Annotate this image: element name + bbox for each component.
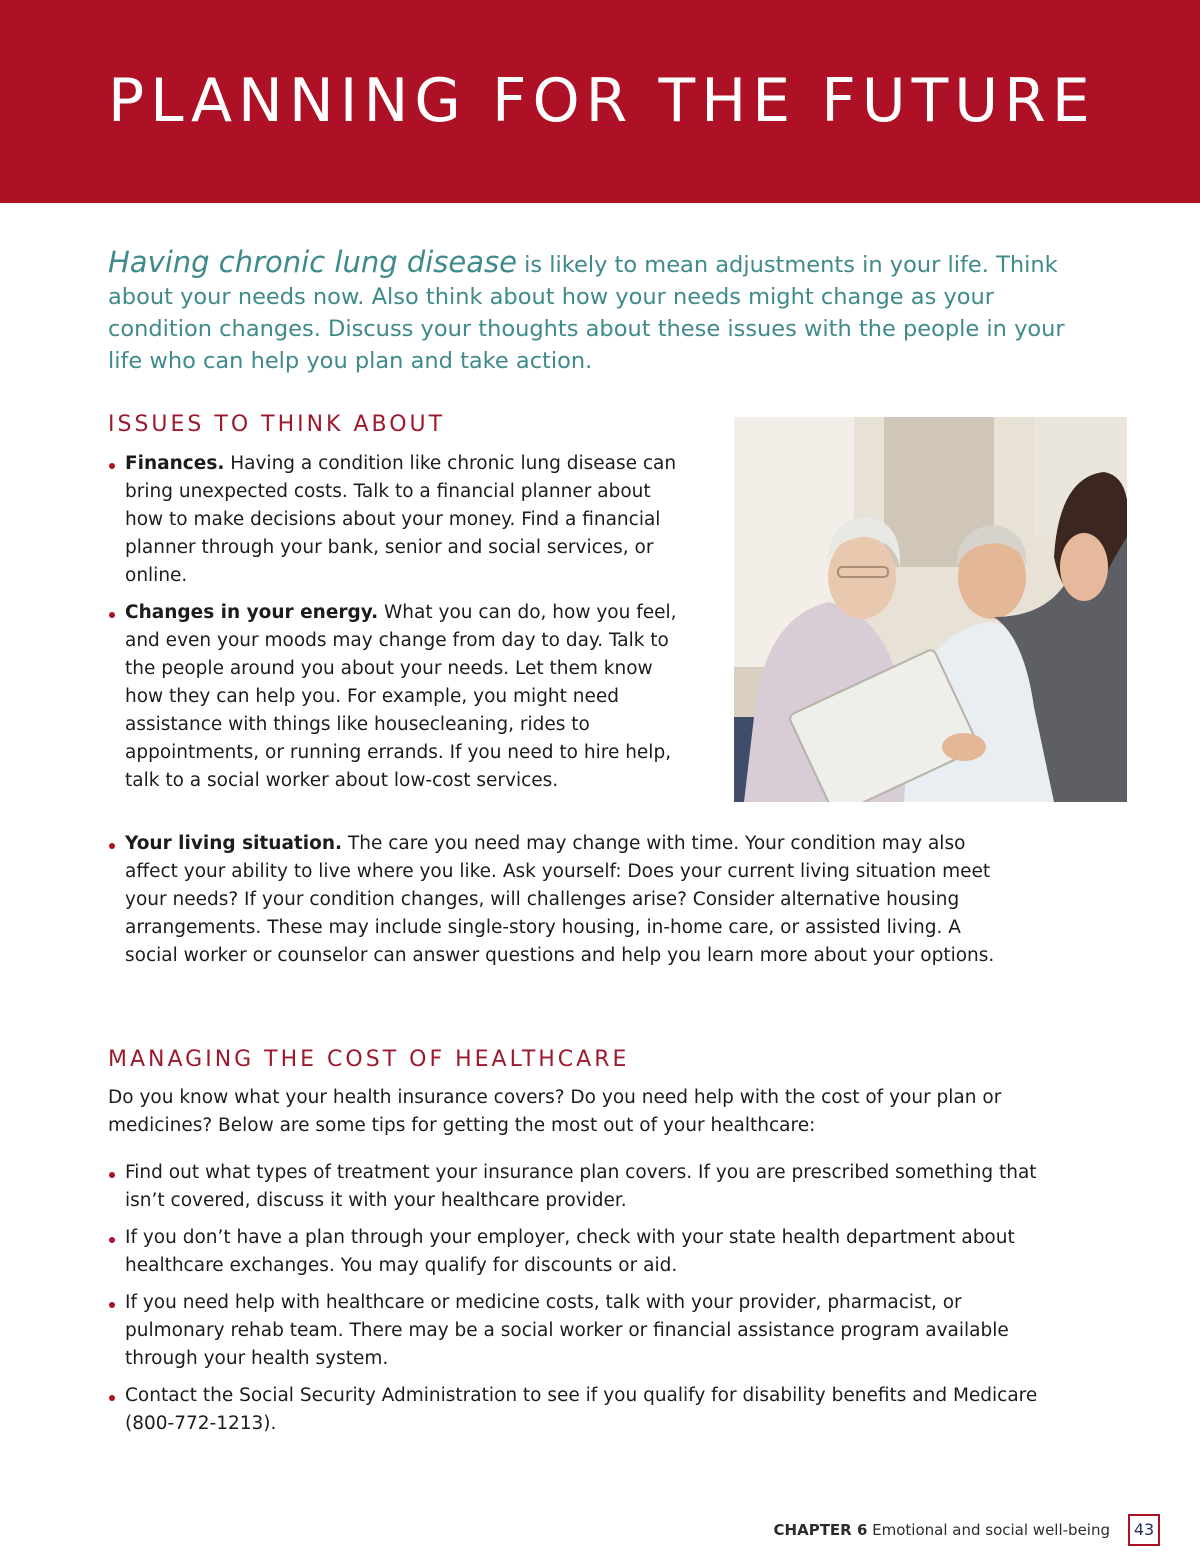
cost-list [108, 1159, 1058, 1438]
intro-text: is likely to mean adjustments in your life. Think about your needs now. Also think about how your needs might change as your condition changes. Discuss your thoughts about these issues with the people in your life who can help you plan and take action. [108, 252, 1065, 374]
chapter-section: Emotional and social well-being [867, 1521, 1110, 1539]
list-item: Find out what types of treatment your insurance plan covers. If you are prescribed something that isn’t covered, discuss it with your healthcare provider. [108, 1159, 1058, 1215]
intro-paragraph [108, 246, 1068, 377]
item-title: Changes in your energy. [125, 602, 379, 623]
page-footer [700, 1518, 1110, 1542]
intro-lead: Having chronic lung disease [108, 245, 517, 279]
item-text: Having a condition like chronic lung disease can bring unexpected costs. Talk to a financial planner about how to make decisions about your money. Find a financial planner through your bank, senior and social services, or online. [125, 453, 677, 586]
item-title: Finances. [125, 453, 225, 474]
issues-list-continued [108, 830, 1013, 970]
title-banner [0, 0, 1200, 203]
issues-list [108, 450, 683, 795]
consultation-photo [734, 417, 1127, 802]
page-number: 43 [1128, 1514, 1160, 1546]
list-item: Contact the Social Security Administration to see if you qualify for disability benefits and Medicare (800-772-1213). [108, 1382, 1058, 1438]
page-title: PLANNING FOR THE FUTURE [108, 66, 1096, 136]
list-item [108, 450, 683, 590]
item-text: The care you need may change with time. Your condition may also affect your ability to live where you like. Ask yourself: Does your current living situation meet your needs? If your condition changes, will challenges arise? Consider alternative housing arrangements. These may include single-story housing, in-home care, or assisted living. A social worker or counselor can answer questions and help you learn more about your options. [125, 833, 995, 966]
item-title: Your living situation. [125, 833, 343, 854]
item-text: What you can do, how you feel, and even your moods may change from day to day. Talk to the people around you about your needs. Let them know how they can help you. For example, you might need assistance with things like housecleaning, rides to appointments, or running errands. If you need to hire help, talk to a social worker about low-cost services. [125, 602, 677, 791]
list-item [108, 599, 683, 795]
list-item: If you don’t have a plan through your employer, check with your state health department about healthcare exchanges. You may qualify for discounts or aid. [108, 1224, 1058, 1280]
cost-intro: Do you know what your health insurance covers? Do you need help with the cost of your plan or medicines? Below are some tips for getting the most out of your healthcare: [108, 1087, 1002, 1136]
list-item: If you need help with healthcare or medicine costs, talk with your provider, pharmacist, or pulmonary rehab team. There may be a social worker or financial assistance program available through your health system. [108, 1289, 1058, 1373]
list-item [108, 830, 1013, 970]
issues-heading: ISSUES TO THINK ABOUT [108, 412, 446, 437]
chapter-label: CHAPTER 6 [773, 1521, 868, 1539]
cost-heading: MANAGING THE COST OF HEALTHCARE [108, 1047, 630, 1072]
